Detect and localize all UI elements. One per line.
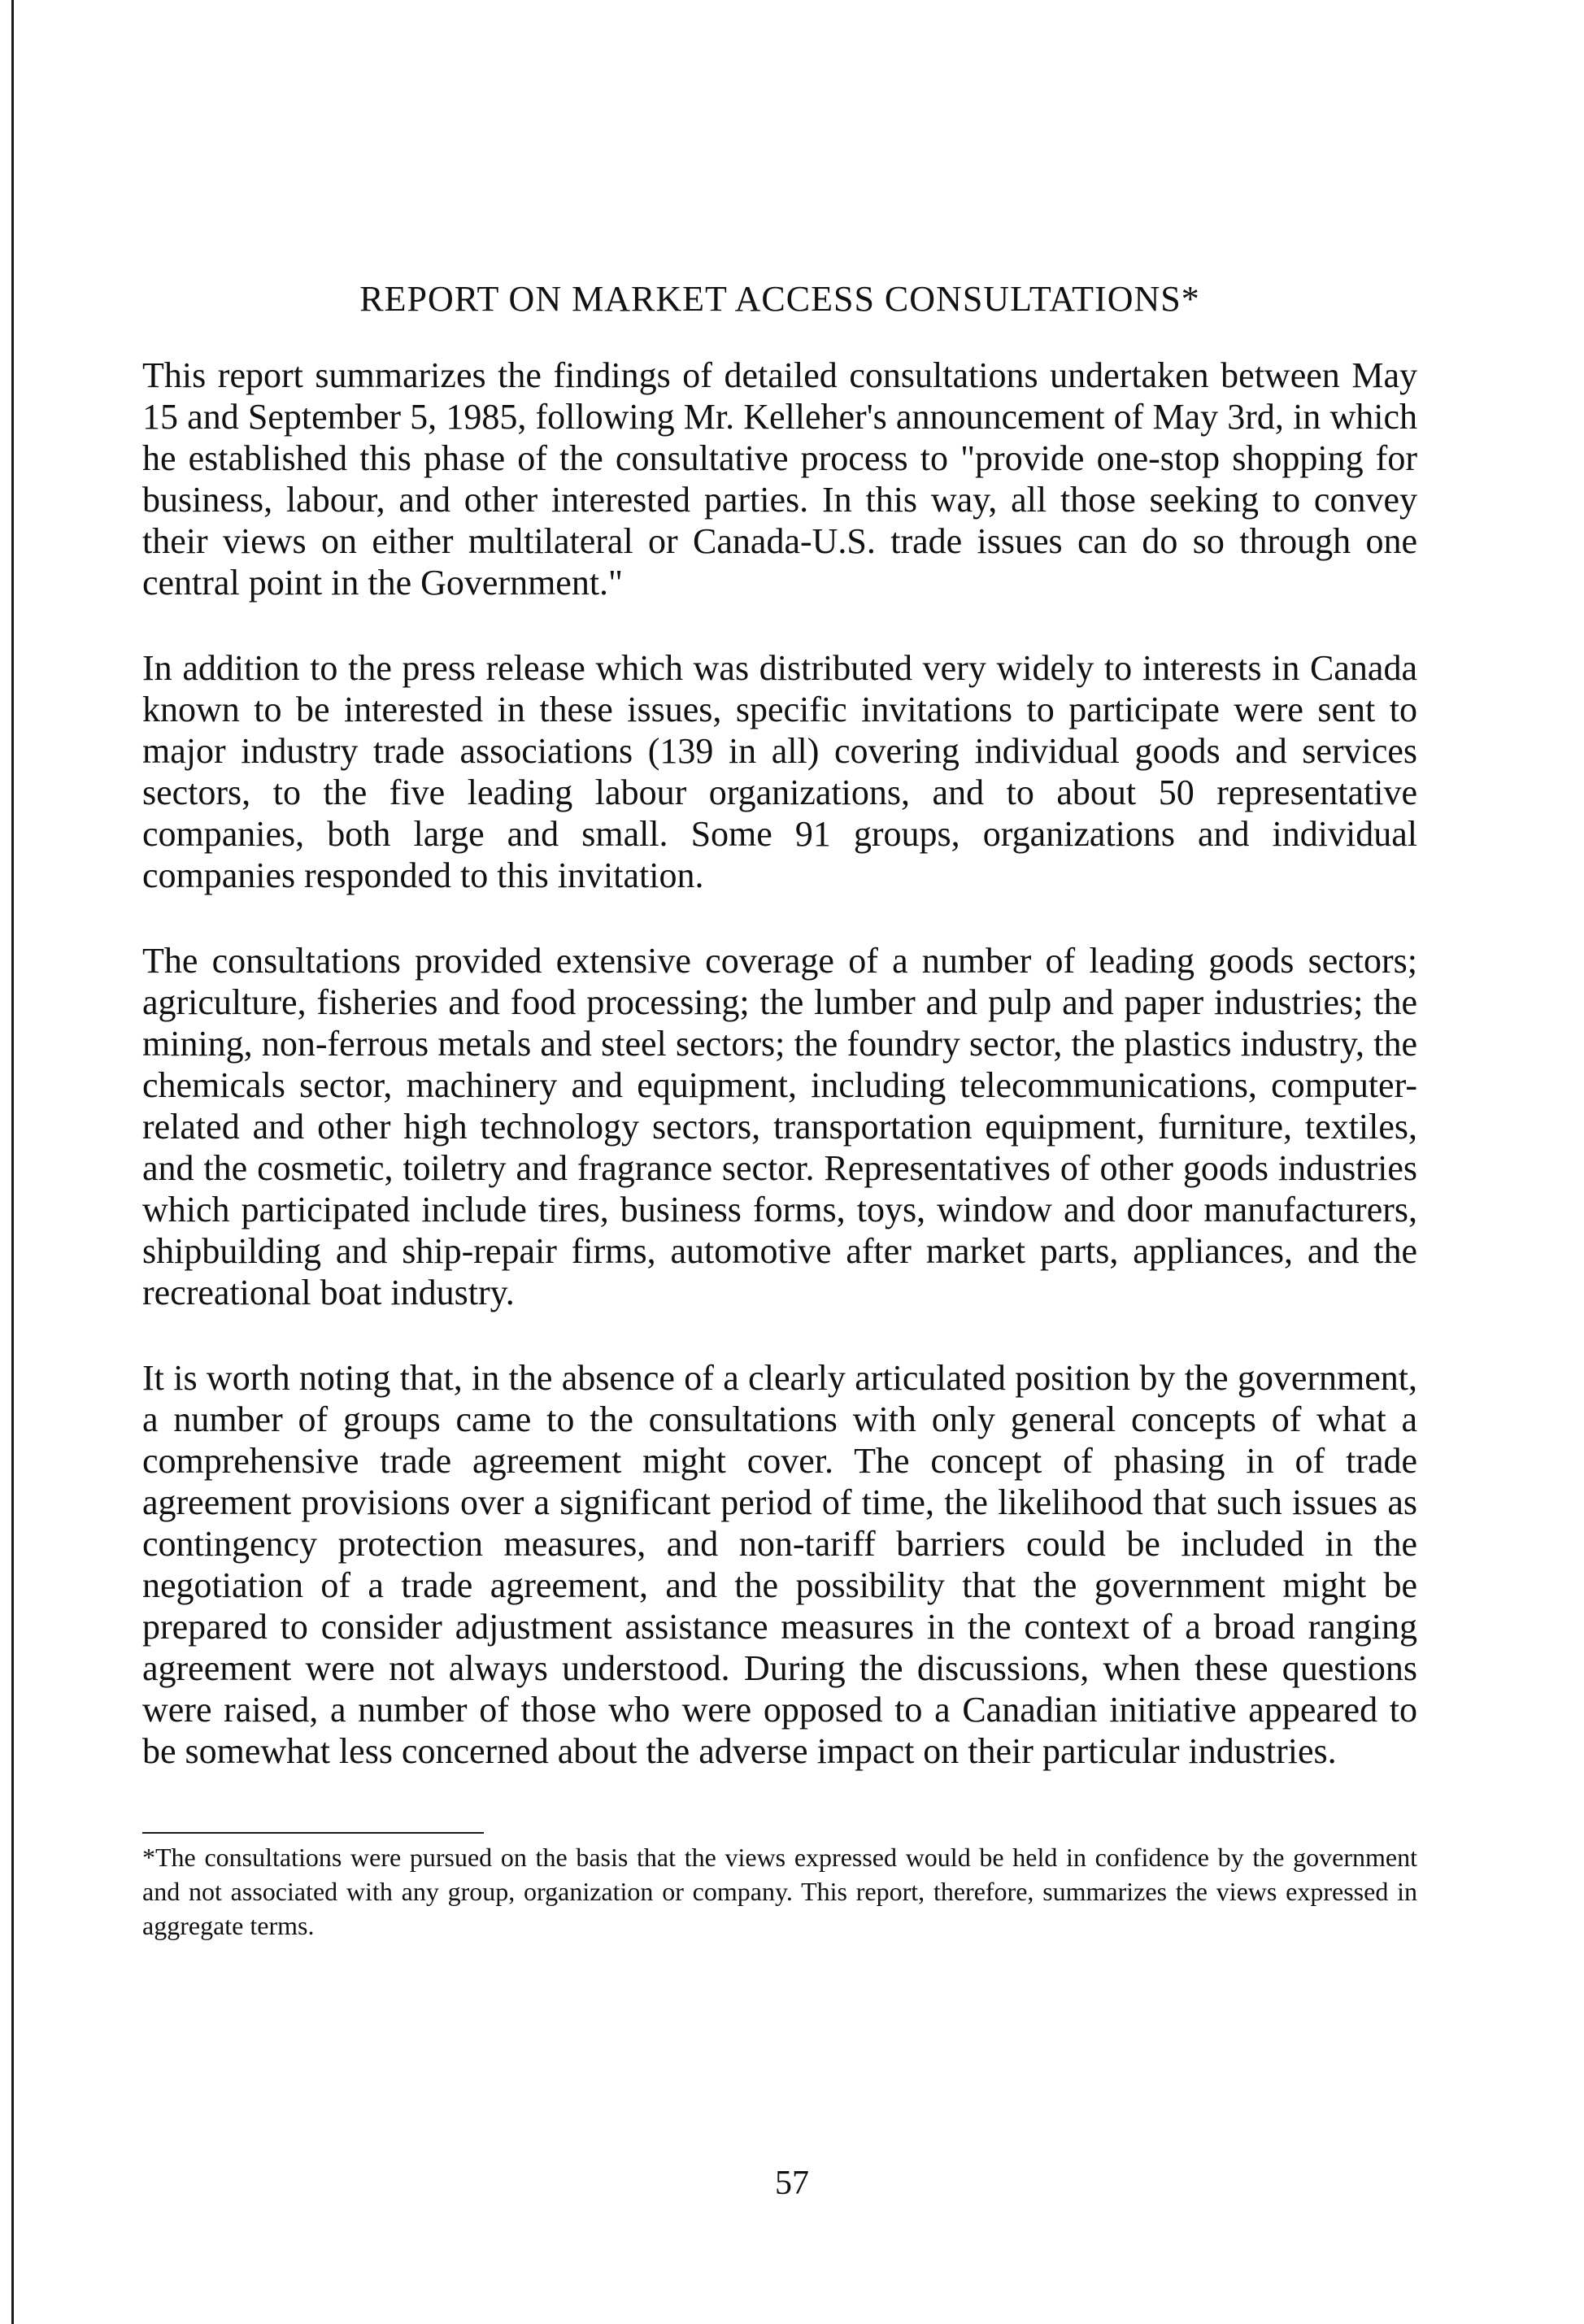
footnote: *The consultations were pursued on the basis that the views expressed would be held in confidence by the government and not associated with any group, organization or company. This report, therefore, summarizes the views expressed in aggregate terms. [142, 1843, 1417, 1940]
page-number: 57 [775, 2165, 809, 2202]
paragraph-1: This report summarizes the findings of detailed consultations undertaken between May 15 and September 5, 1985, following Mr. Kelleher's announcement of May 3rd, in which he established this phase of the consultative process to "provide one-stop shopping for business, labour, and other interested parties. In this way, all those seeking to convey their views on either multilateral or Canada-U.S. trade issues can do so through one central point in the Government." [142, 355, 1417, 603]
paragraph-4: It is worth noting that, in the absence of a clearly articulated position by the government, a number of groups came to the consultations with only general concepts of what a comprehensive trade agreement might cover. The concept of phasing in of trade agreement provisions over a significant period of time, the likelihood that such issues as contingency protection measures, and non-tariff barriers could be included in the negotiation of a trade agreement, and the possibility that the government might be prepared to consider adjustment assistance measures in the context of a broad ranging agreement were not always understood. During the discussions, when these questions were raised, a number of those who were opposed to a Canadian initiative appeared to be somewhat less concerned about the adverse impact on their particular industries. [142, 1358, 1417, 1771]
footnote-divider [142, 1832, 484, 1834]
document-page [142, 276, 1417, 1943]
report-title: REPORT ON MARKET ACCESS CONSULTATIONS* [359, 279, 1200, 319]
paragraph-2: In addition to the press release which was distributed very widely to interests in Canada known to be interested in these issues, specific invitations to participate were sent to major industry trade associations (139 in all) covering individual goods and services sectors, to the five leading labour organizations, and to about 50 representative companies, both large and small. Some 91 groups, organizations and individual companies responded to this invitation. [142, 648, 1417, 895]
page-edge-rule [11, 0, 14, 2324]
paragraph-3: The consultations provided extensive coverage of a number of leading goods sectors; agriculture, fisheries and food processing; the lumber and pulp and paper industries; the mining, non-ferrous metals and steel sectors; the foundry sector, the plastics industry, the chemicals sector, machinery and equipment, including telecommunications, computer-related and other high technology sectors, transportation equipment, furniture, textiles, and the cosmetic, toiletry and fragrance sector. Representatives of other goods industries which participated include tires, business forms, toys, window and door manufacturers, shipbuilding and ship-repair firms, automotive after market parts, appliances, and the recreational boat industry. [142, 941, 1417, 1312]
